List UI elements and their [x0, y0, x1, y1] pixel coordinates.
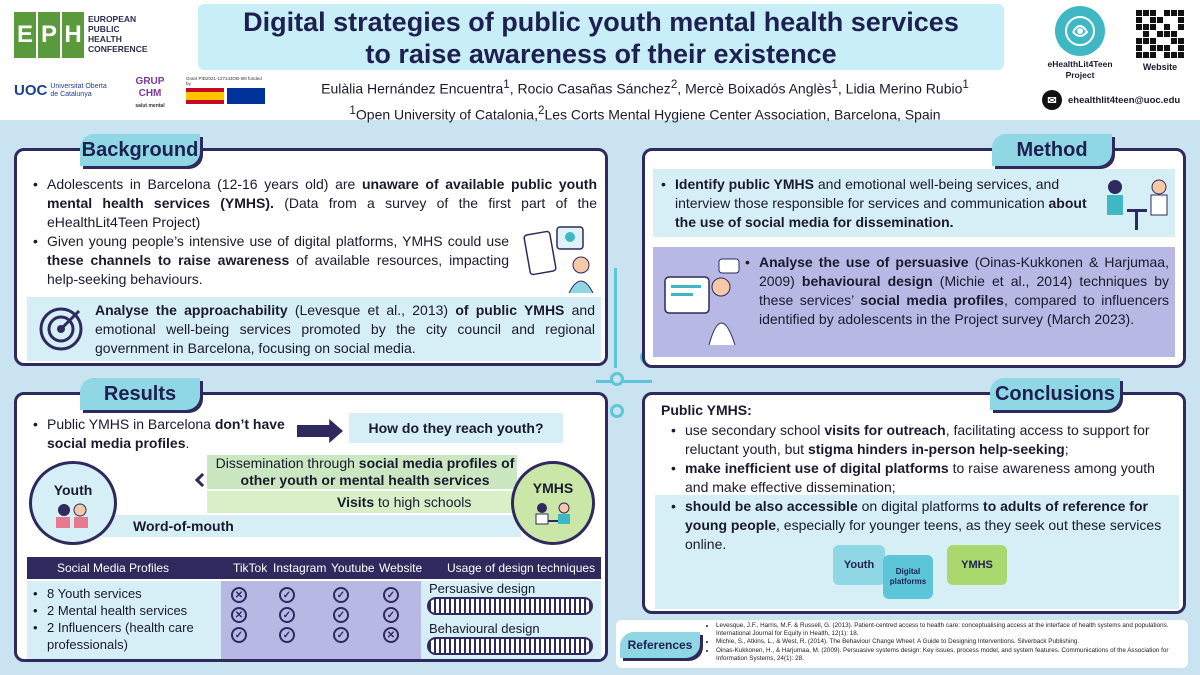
text-run: of public YMHS	[455, 302, 565, 318]
cross-icon: ✕	[231, 607, 247, 623]
text-run: (Data from a survey of the first part of the eHealthLit4Teen Project)	[47, 195, 597, 230]
conclusions-lead: Public YMHS:	[661, 402, 752, 418]
uoc-name-line: Universitat Oberta	[50, 82, 107, 90]
social-media-illustration	[517, 225, 601, 293]
background-bullet-1	[31, 175, 597, 232]
email-contact[interactable]	[1042, 90, 1180, 110]
check-icon: ✓	[383, 607, 399, 623]
website-label: Website	[1142, 62, 1178, 72]
text-run: (Michie et al., 2014) techniques by these services’	[759, 273, 1170, 308]
text-run: , compared to influencers identified by adolescents in the Project survey (March 2023).	[759, 292, 1169, 327]
eu-flag-icon	[227, 88, 265, 104]
youth-label: Youth	[53, 482, 93, 498]
authors-block	[300, 74, 990, 125]
check-icon: ✓	[383, 587, 399, 603]
col-instagram: Instagram	[273, 561, 327, 575]
project-label: eHealthLit4Teen Project	[1047, 59, 1113, 80]
project-logo[interactable]	[1040, 6, 1120, 81]
text-run: don’t have social media profiles	[47, 416, 285, 451]
table-header	[27, 557, 601, 579]
aim-text	[95, 301, 595, 358]
text-run: visits for outreach	[824, 422, 946, 438]
affil-mark: 1	[962, 78, 969, 91]
uoc-name	[50, 83, 106, 99]
text-run: should be also accessible	[685, 498, 858, 514]
behavioural-bar	[427, 637, 593, 655]
text-run: Public YMHS in Barcelona	[47, 416, 215, 432]
spain-flag-icon	[186, 88, 224, 104]
eph-text-line: HEALTH	[88, 34, 122, 44]
check-icon: ✓	[279, 627, 295, 643]
text-run: on digital platforms	[857, 498, 984, 514]
text-run: to high schools	[374, 494, 472, 510]
aim-box	[27, 297, 601, 361]
ymhs-circle	[511, 461, 595, 545]
affil-mark: 2	[537, 103, 545, 117]
text-run: Identify public YMHS	[675, 176, 814, 192]
conclusion-bullet-3	[669, 497, 1169, 554]
table-row: • 8 Youth services	[31, 585, 221, 602]
table-row: • 2 Influencers (health care professionals)	[31, 619, 221, 653]
author-2: , Rocio Casañas Sánchez	[509, 80, 671, 97]
eph-text-line: PUBLIC	[88, 24, 120, 34]
brain-head-icon	[1055, 6, 1105, 56]
conclusion-bullet-3-text	[669, 497, 1169, 554]
text-run: (Oinas-Kukkonen & Harjumaa, 2009)	[759, 254, 1169, 289]
text-run: Analyse the approachability	[95, 302, 288, 318]
uoc-short: UOC	[14, 82, 48, 99]
references-panel	[616, 620, 1188, 668]
network-node-icon	[610, 372, 624, 386]
author-3: , Mercè Boixadós Anglès	[677, 80, 832, 97]
title-line-2: to raise awareness of their existence	[365, 39, 837, 69]
question-box: How do they reach youth?	[349, 413, 563, 443]
check-icon: ✓	[333, 627, 349, 643]
method-heading: Method	[992, 134, 1112, 166]
text-run: Adolescents in Barcelona (12-16 years old) are	[47, 176, 362, 192]
poster-title	[198, 4, 1004, 70]
cross-icon: ✕	[383, 627, 399, 643]
puzzle-ymhs: YMHS	[947, 545, 1007, 585]
check-icon: ✓	[333, 607, 349, 623]
text-run: .	[185, 435, 190, 451]
method-step-1-text	[659, 175, 1095, 232]
text-run: Visits	[337, 494, 375, 510]
text-run: social media profiles of other youth or mental health services	[240, 455, 515, 488]
profiles-list	[31, 585, 221, 653]
affiliations-line	[300, 100, 990, 126]
col-usage: Usage of design techniques	[447, 561, 596, 575]
text-run: ;	[1064, 441, 1069, 457]
results-panel	[14, 392, 608, 662]
references-heading: References	[620, 632, 700, 658]
text-run: and emotional well-being services, and interview those responsible for services and communication	[675, 176, 1060, 211]
method-step-2-text	[743, 253, 1169, 329]
uoc-name-line: de Catalunya	[50, 90, 92, 98]
grant-logos	[186, 76, 266, 104]
affil-mark: 1	[349, 103, 356, 117]
network-line	[614, 268, 617, 368]
col-youtube: Youtube	[331, 561, 375, 575]
conclusion-highlight	[655, 495, 1179, 609]
affiliation-1: Open University of Catalonia,	[355, 106, 538, 123]
text-run: of available resources, impacting help-seeking behaviours.	[47, 252, 509, 287]
youth-people-icon	[48, 502, 98, 528]
grant-text: Grant PID2021-127143OB-I00 funded by	[186, 76, 262, 86]
conclusions-list	[669, 421, 1175, 497]
poster-header	[0, 0, 1200, 123]
reference-item: • Levesque, J.F., Harris, M.F. & Russell, G. (2013). Patient-centred access to health care: conceptualising access at the interface of health systems and populations. International Journal for Equity in Health, 12(1): 18.	[716, 622, 1184, 638]
method-panel	[642, 148, 1186, 368]
text-run: stigma hinders in-person help-seeking	[807, 441, 1065, 457]
uoc-logo	[14, 82, 107, 99]
method-bullet-2	[743, 253, 1169, 329]
reference-item: • Michie, S., Atkins, L., & West, R. (2014). The Behaviour Change Wheel: A Guide to Designing Interventions. Silverback Publishing.	[716, 638, 1184, 646]
background-panel	[14, 148, 608, 366]
method-bullet-1	[659, 175, 1095, 232]
conclusion-bullet-1	[669, 421, 1175, 459]
puzzle-digital-platforms: Digital platforms	[883, 555, 933, 599]
text-run: make inefficient use of digital platforms	[685, 460, 949, 476]
text-run: these channels to raise awareness	[47, 252, 290, 268]
target-icon	[37, 305, 85, 353]
background-heading: Background	[80, 134, 200, 166]
text-run: to adults of reference for young people	[685, 498, 1148, 533]
text-run: use secondary school	[685, 422, 825, 438]
puzzle-youth: Youth	[833, 545, 885, 585]
ymhs-label: YMHS	[532, 480, 574, 496]
qr-code-icon[interactable]	[1136, 10, 1184, 58]
affil-mark: 1	[831, 78, 838, 91]
interview-illustration	[1101, 173, 1173, 233]
check-icon: ✓	[279, 607, 295, 623]
results-text	[31, 415, 291, 453]
check-icon: ✓	[333, 587, 349, 603]
check-icon: ✓	[279, 587, 295, 603]
method-step-2	[653, 247, 1175, 357]
cross-icon: ✕	[231, 587, 247, 603]
text-run: , facilitating access to support for reluctant youth, but	[685, 422, 1150, 457]
word-of-mouth-text: Word-of-mouth	[133, 518, 234, 534]
reference-item: • Oinas-Kukkonen, H., & Harjumaa, M. (2009). Persuasive systems design: Key issues, process model, and system features. Communications of the Association for Information Systems, 24(1): 28.	[716, 647, 1184, 663]
text-run: Analyse the use of persuasive	[759, 254, 969, 270]
affil-mark: 2	[670, 78, 678, 91]
method-step-1	[653, 169, 1175, 237]
text-run: Given young people’s intensive use of digital platforms, YMHS could use	[47, 233, 509, 249]
eph-letter-p: P	[38, 12, 60, 58]
background-text	[31, 175, 597, 289]
eph-text-line: EUROPEAN	[88, 14, 137, 24]
eph-conference-name	[88, 14, 148, 54]
affiliation-2: Les Corts Mental Hygiene Center Association, Barcelona, Spain	[544, 106, 941, 123]
chm-logo	[126, 76, 174, 109]
col-website: Website	[379, 561, 423, 575]
check-icon: ✓	[231, 627, 247, 643]
col-profiles: Social Media Profiles	[57, 561, 170, 575]
eph-text-line: CONFERENCE	[88, 44, 148, 54]
analysis-illustration	[663, 257, 743, 349]
envelope-icon: ✉	[1042, 90, 1062, 110]
text-run: Dissemination through	[215, 455, 359, 471]
author-1: Eulàlia Hernández Encuentra	[321, 80, 504, 97]
author-4: , Lidia Merino Rubio	[837, 80, 963, 97]
eph-letter-e: E	[14, 12, 36, 58]
table-row: • 2 Mental health services	[31, 602, 221, 619]
col-tiktok: TikTok	[233, 561, 268, 575]
text-run: behavioural design	[801, 273, 933, 289]
title-line-1: Digital strategies of public youth mental health services	[243, 7, 959, 37]
persuasive-label: Persuasive design	[429, 581, 536, 596]
conclusions-heading: Conclusions	[990, 378, 1120, 410]
results-heading: Results	[80, 378, 200, 410]
results-bullet-1	[31, 415, 291, 453]
background-bullet-2	[31, 232, 597, 289]
affil-mark: 1	[503, 78, 510, 91]
text-run: , especially for younger teens, as they seek out these services online.	[685, 517, 1162, 552]
visits-text	[337, 493, 471, 512]
network-line	[596, 380, 652, 383]
eph-letter-h: H	[62, 12, 84, 58]
text-run: social media profiles	[860, 292, 1004, 308]
text-run: to raise awareness among youth and make effective dissemination;	[685, 460, 1155, 495]
text-run: (Levesque et al., 2013)	[287, 302, 456, 318]
email-address[interactable]: ehealthlit4teen@uoc.edu	[1068, 94, 1181, 106]
chm-sub: salut mental	[135, 103, 165, 109]
text-run: and emotional well-being services promoted by the city council and regional government in Barcelona, focusing on social media.	[95, 302, 595, 356]
network-node-icon	[610, 404, 624, 418]
text-run: about the use of social media for dissemination.	[675, 195, 1087, 230]
conclusions-panel	[642, 392, 1186, 614]
youth-circle	[29, 461, 117, 545]
chm-label: GRUP CHM	[135, 76, 165, 99]
eph-logo	[14, 12, 84, 58]
conclusion-bullet-2	[669, 459, 1175, 497]
persuasive-bar	[427, 597, 593, 615]
arrow-right-icon	[297, 419, 343, 443]
references-list	[708, 622, 1184, 663]
ymhs-people-icon	[528, 500, 578, 528]
text-run: unaware of available public youth mental health services (YMHS).	[47, 176, 597, 211]
authors-line	[300, 74, 990, 100]
behavioural-label: Behavioural design	[429, 621, 540, 636]
